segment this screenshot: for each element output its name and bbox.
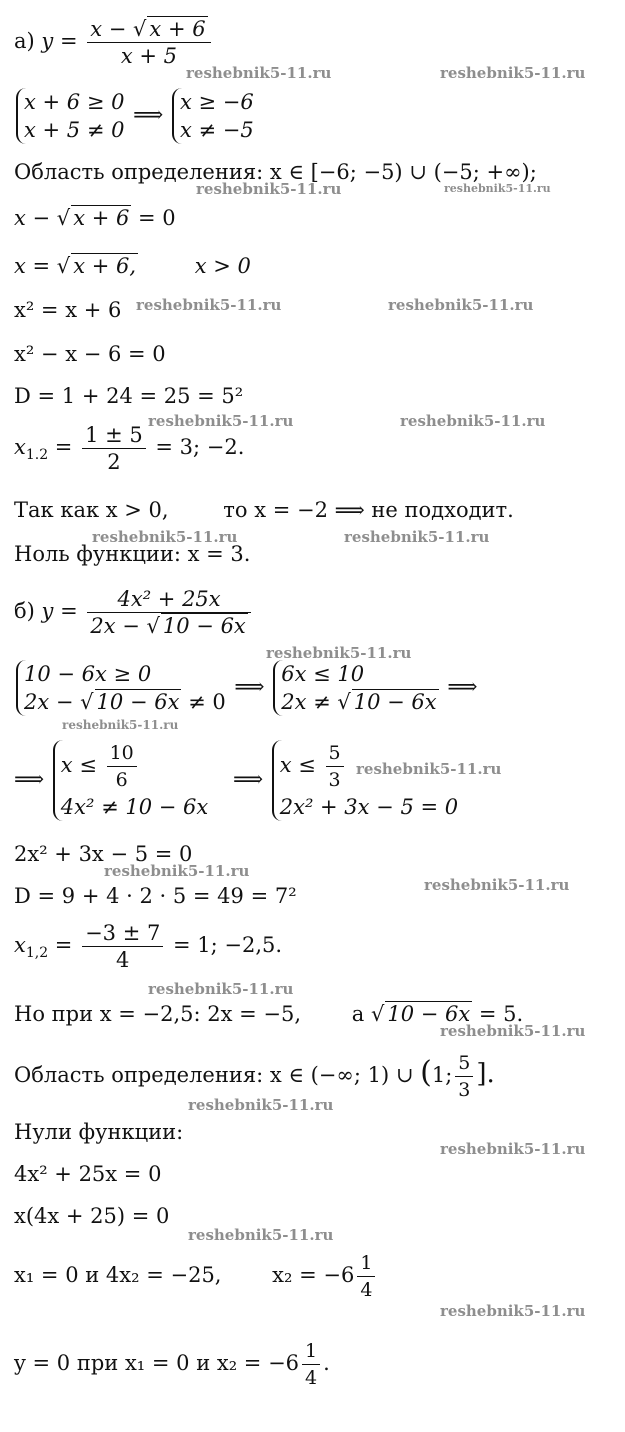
b-sys2-l2-root: 10 − 6x xyxy=(353,690,437,714)
b-sys3-l1-left: x ≤ xyxy=(60,753,104,777)
a-line-3: x² = x + 6 xyxy=(14,298,122,322)
implies-arrow: ⟹ xyxy=(234,674,265,699)
b-den-root: 10 − 6x xyxy=(162,614,246,638)
b-system-3 xyxy=(53,740,208,821)
b-domain-in: 1; xyxy=(431,1063,453,1087)
a-l2-left: x = xyxy=(14,254,57,278)
b-system-line-1 xyxy=(14,660,477,716)
b-system-1 xyxy=(16,660,226,716)
sqrt-sign xyxy=(133,17,146,41)
b-system-4 xyxy=(272,740,458,821)
a-l7-right: то x = −2 ⟹ не подходит. xyxy=(223,498,514,522)
watermark: reshebnik5-11.ru xyxy=(148,980,294,998)
b-z4-den: 4 xyxy=(305,1367,318,1389)
sqrt-sign xyxy=(57,254,70,278)
watermark: reshebnik5-11.ru xyxy=(388,296,534,314)
watermark: reshebnik5-11.ru xyxy=(136,296,282,314)
watermark: reshebnik5-11.ru xyxy=(188,1226,334,1244)
a-function-fraction xyxy=(87,16,210,69)
a-sys1-l2: x + 5 ≠ 0 xyxy=(24,118,125,142)
watermark: reshebnik5-11.ru xyxy=(400,412,546,430)
b-sys4-num: 5 xyxy=(326,740,344,767)
b-system-line-2 xyxy=(14,740,460,821)
watermark: reshebnik5-11.ru xyxy=(444,182,551,195)
b-l4-left: Но при x = −2,5: 2x = −5, xyxy=(14,1002,302,1026)
watermark: reshebnik5-11.ru xyxy=(148,412,294,430)
b-sys1-l2-left: 2x − xyxy=(24,690,81,714)
b-conclusion xyxy=(14,1338,330,1391)
watermark: reshebnik5-11.ru xyxy=(196,180,342,198)
watermark: reshebnik5-11.ru xyxy=(186,64,332,82)
watermark: reshebnik5-11.ru xyxy=(92,528,238,546)
a-l6-num: 1 ± 5 xyxy=(82,422,146,449)
b-sys2-l1: 6x ≤ 10 xyxy=(281,662,365,686)
part-b-label: б) xyxy=(14,599,35,623)
watermark: reshebnik5-11.ru xyxy=(104,862,250,880)
b-z3-num: 1 xyxy=(357,1250,375,1277)
b-l3-eq: = xyxy=(48,933,80,957)
a-den-text: x + 5 xyxy=(120,44,177,68)
b-l3-sub: 1,2 xyxy=(25,945,49,962)
a-system-line xyxy=(14,88,256,144)
b-l3-den: 4 xyxy=(116,948,130,972)
a-function-line xyxy=(14,16,214,69)
b-num: 4x² + 25x xyxy=(117,587,221,611)
b-l3-num: −3 ± 7 xyxy=(82,920,163,947)
a-line-1 xyxy=(14,204,176,232)
b-function-fraction xyxy=(87,586,250,639)
a-y-eq: y = xyxy=(41,29,78,53)
a-num-root: x + 6 xyxy=(149,17,206,41)
b-zero-1: 4x² + 25x = 0 xyxy=(14,1162,162,1186)
b-sys1-l2-root: 10 − 6x xyxy=(96,690,180,714)
implies-arrow: ⟹ xyxy=(232,767,264,791)
a-l1-right: = 0 xyxy=(131,206,176,230)
b-domain-den: 3 xyxy=(458,1079,471,1101)
watermark: reshebnik5-11.ru xyxy=(440,64,586,82)
b-sys1-l1: 10 − 6x ≥ 0 xyxy=(24,662,152,686)
a-line-7 xyxy=(14,496,514,524)
watermark: reshebnik5-11.ru xyxy=(62,718,179,732)
implies-arrow: ⟹ xyxy=(447,674,478,699)
b-domain-num: 5 xyxy=(455,1050,473,1077)
a-l2-right: x > 0 xyxy=(194,254,251,278)
sqrt-sign xyxy=(337,690,350,714)
watermark: reshebnik5-11.ru xyxy=(440,1302,586,1320)
b-zero-3 xyxy=(14,1250,378,1303)
b-sys3-num: 10 xyxy=(107,740,137,767)
b-line-2: D = 9 + 4 · 2 · 5 = 49 = 7² xyxy=(14,884,297,908)
a-l6-x: x xyxy=(14,435,26,459)
sqrt-sign xyxy=(80,690,93,714)
watermark: reshebnik5-11.ru xyxy=(188,1096,334,1114)
b-domain-left: Область определения: x ∈ (−∞; 1) ∪ xyxy=(14,1063,421,1087)
b-l4-right: = 5. xyxy=(472,1002,524,1026)
b-l3-x: x xyxy=(14,933,26,957)
a-roots-fraction xyxy=(82,422,146,475)
b-sys3-l2: 4x² ≠ 10 − 6x xyxy=(60,795,209,819)
b-roots-fraction xyxy=(82,920,163,973)
b-z3-left: x₁ = 0 и 4x₂ = −25, xyxy=(14,1263,222,1287)
a-l6-eq: = xyxy=(48,435,80,459)
b-domain-bracket: ]. xyxy=(476,1059,495,1089)
a-l7-left: Так как x > 0, xyxy=(14,498,169,522)
a-l6-right: = 3; −2. xyxy=(148,435,245,459)
a-l1-root: x + 6 xyxy=(73,206,130,230)
b-l4-root: 10 − 6x xyxy=(387,1002,471,1026)
sqrt-sign xyxy=(147,614,160,638)
b-den-left: 2x − xyxy=(90,614,147,638)
a-line-5: D = 1 + 24 = 25 = 5² xyxy=(14,384,244,408)
b-line-3 xyxy=(14,920,282,973)
b-z3-den: 4 xyxy=(360,1279,373,1301)
b-sys4-l2: 2x² + 3x − 5 = 0 xyxy=(279,795,459,819)
watermark: reshebnik5-11.ru xyxy=(344,528,490,546)
sqrt-sign xyxy=(371,1002,384,1026)
watermark: reshebnik5-11.ru xyxy=(440,1022,586,1040)
a-line-2 xyxy=(14,252,251,280)
b-line-1: 2x² + 3x − 5 = 0 xyxy=(14,842,193,866)
a-line-4: x² − x − 6 = 0 xyxy=(14,342,166,366)
b-sys1-l2-right: ≠ 0 xyxy=(181,690,226,714)
a-l1-left: x − xyxy=(14,206,57,230)
watermark: reshebnik5-11.ru xyxy=(356,760,502,778)
b-z4-left: y = 0 при x₁ = 0 и x₂ = −6 xyxy=(14,1351,300,1375)
watermark: reshebnik5-11.ru xyxy=(424,876,570,894)
b-l4-mid: а xyxy=(351,1002,371,1026)
b-domain-paren: ( xyxy=(420,1055,432,1090)
b-z3-right: x₂ = −6 xyxy=(272,1263,355,1287)
part-a-label: а) xyxy=(14,29,35,53)
watermark: reshebnik5-11.ru xyxy=(266,644,412,662)
b-z4-num: 1 xyxy=(302,1338,320,1365)
implies-arrow: ⟹ xyxy=(133,102,164,127)
a-domain: Область определения: x ∈ [−6; −5) ∪ (−5; +∞); xyxy=(14,160,537,184)
a-l2-root: x + 6, xyxy=(73,254,137,278)
b-function-line xyxy=(14,586,254,639)
b-y-eq: y = xyxy=(41,599,78,623)
a-l6-sub: 1.2 xyxy=(25,447,49,464)
a-num-text: x − xyxy=(90,17,134,41)
b-z4-end: . xyxy=(323,1351,330,1375)
a-sys2-l2: x ≠ −5 xyxy=(179,118,254,142)
a-system-2 xyxy=(172,88,254,144)
a-sys1-l1: x + 6 ≥ 0 xyxy=(24,90,125,114)
a-l6-den: 2 xyxy=(107,450,121,474)
b-sys4-den: 3 xyxy=(328,769,341,791)
b-zero-2: x(4x + 25) = 0 xyxy=(14,1204,170,1228)
b-zeros-head: Нули функции: xyxy=(14,1120,184,1144)
b-l3-right: = 1; −2,5. xyxy=(166,933,283,957)
a-zero: Ноль функции: x = 3. xyxy=(14,542,251,566)
a-system-1 xyxy=(16,88,124,144)
sqrt-sign xyxy=(57,206,70,230)
b-system-2 xyxy=(273,660,438,716)
watermark: reshebnik5-11.ru xyxy=(440,1140,586,1158)
a-sys2-l1: x ≥ −6 xyxy=(179,90,254,114)
implies-arrow: ⟹ xyxy=(14,767,45,791)
b-sys2-l2-left: 2x ≠ xyxy=(281,690,338,714)
b-sys4-l1-left: x ≤ xyxy=(279,753,323,777)
b-sys3-den: 6 xyxy=(115,769,128,791)
